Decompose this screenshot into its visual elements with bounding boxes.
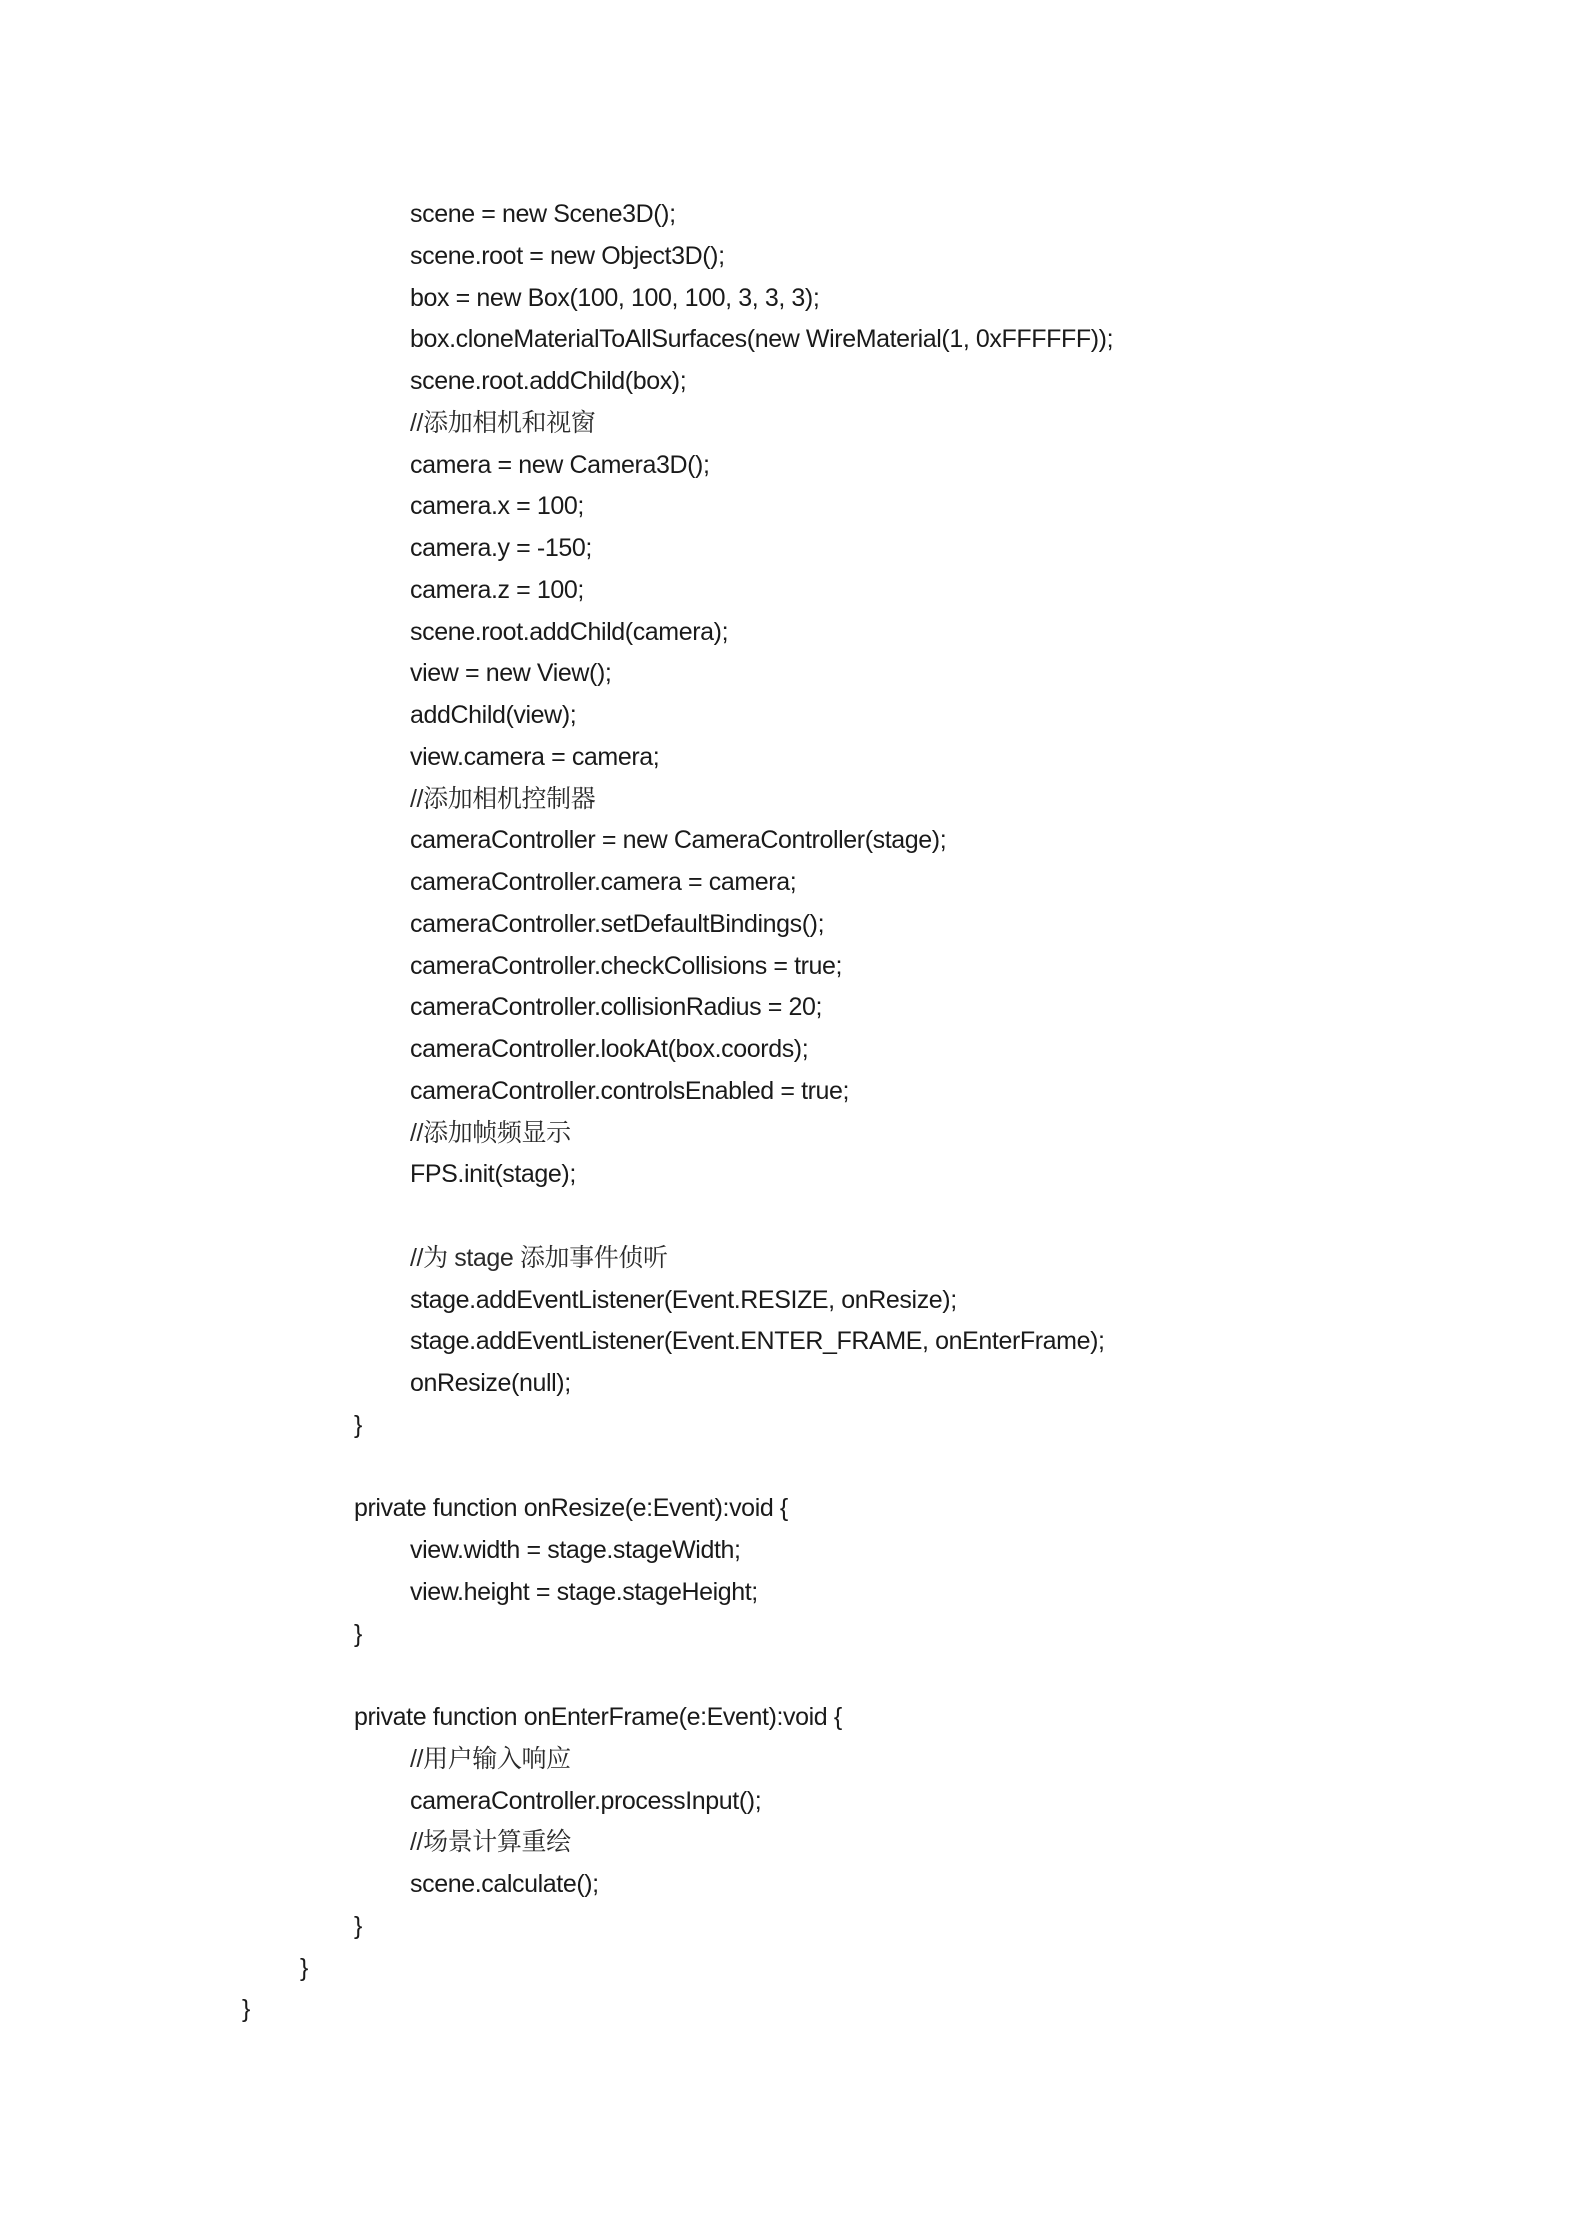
code-line: cameraController.collisionRadius = 20; <box>410 993 823 1022</box>
code-line: camera.y = -150; <box>410 534 592 562</box>
code-line: scene.root = new Object3D(); <box>410 241 725 270</box>
code-line: box.cloneMaterialToAllSurfaces(new WireMaterial(1, 0xFFFFFF)); <box>410 325 1114 354</box>
code-comment: //添加帧频显示 <box>410 1118 571 1147</box>
code-line: camera = new Camera3D(); <box>410 450 710 479</box>
code-line: addChild(view); <box>410 701 577 729</box>
code-line: view.height = stage.stageHeight; <box>410 1577 758 1606</box>
code-line: } <box>354 1911 362 1940</box>
code-line: scene.root.addChild(box); <box>410 367 687 395</box>
code-line: } <box>242 1995 250 2024</box>
code-line: private function onResize(e:Event):void { <box>354 1494 788 1523</box>
code-line: } <box>300 1953 308 1982</box>
code-line: scene.root.addChild(camera); <box>410 617 729 646</box>
code-line: view.camera = camera; <box>410 742 660 771</box>
code-line: box = new Box(100, 100, 100, 3, 3, 3); <box>410 283 820 312</box>
code-line: } <box>354 1619 362 1648</box>
code-line: private function onEnterFrame(e:Event):void { <box>354 1703 842 1731</box>
code-line: cameraController.setDefaultBindings(); <box>410 909 825 938</box>
code-line: camera.z = 100; <box>410 575 584 604</box>
code-line: scene = new Scene3D(); <box>410 200 676 228</box>
code-line: view = new View(); <box>410 659 612 688</box>
code-line: cameraController.checkCollisions = true; <box>410 951 843 980</box>
code-comment: //添加相机和视窗 <box>410 408 596 437</box>
code-line: cameraController.lookAt(box.coords); <box>410 1035 809 1063</box>
code-line: cameraController = new CameraController(stage); <box>410 826 947 855</box>
code-line: stage.addEventListener(Event.ENTER_FRAME, onEnterFrame); <box>410 1327 1105 1356</box>
code-line: cameraController.controlsEnabled = true; <box>410 1076 850 1105</box>
code-line: cameraController.camera = camera; <box>410 868 797 896</box>
code-line: cameraController.processInput(); <box>410 1786 762 1815</box>
code-line: FPS.init(stage); <box>410 1160 576 1189</box>
code-line: scene.calculate(); <box>410 1870 599 1898</box>
code-comment: //为 stage 添加事件侦听 <box>410 1243 668 1272</box>
code-line: onResize(null); <box>410 1369 571 1397</box>
code-line: stage.addEventListener(Event.RESIZE, onResize); <box>410 1285 957 1314</box>
code-line: camera.x = 100; <box>410 492 584 521</box>
code-line: } <box>354 1410 362 1439</box>
code-comment: //场景计算重绘 <box>410 1828 571 1857</box>
code-comment: //用户输入响应 <box>410 1744 571 1773</box>
code-line: view.width = stage.stageWidth; <box>410 1536 741 1564</box>
code-comment: //添加相机控制器 <box>410 784 596 813</box>
